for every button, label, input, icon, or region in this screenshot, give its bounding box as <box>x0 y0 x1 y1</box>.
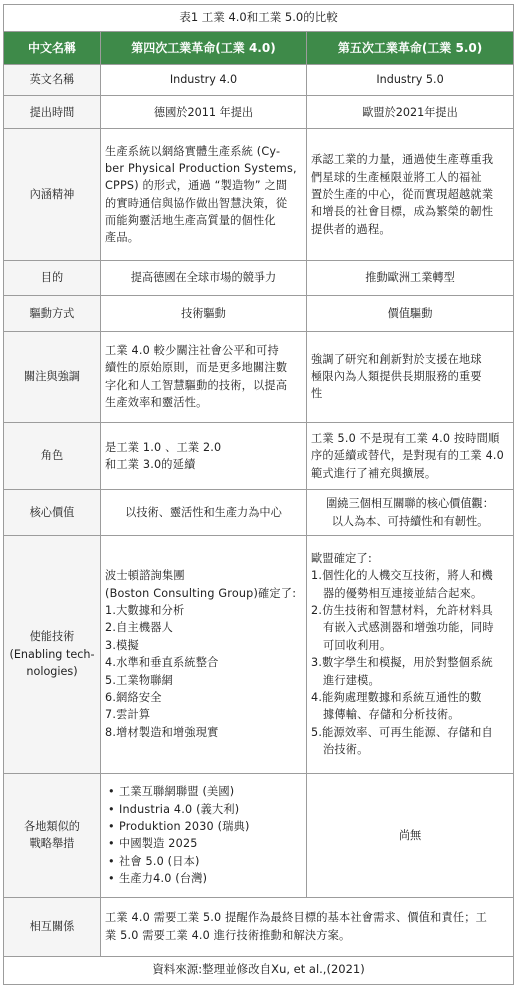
text-line: 續性的原始原則，而是更多地關注數 <box>105 361 288 375</box>
cell-i5-purpose: 推動歐洲工業轉型 <box>307 260 514 295</box>
text-line: 提供者的過程。 <box>311 222 391 236</box>
table-row <box>4 96 514 129</box>
cell-i4-proposed: 德國於2011 年提出 <box>101 96 307 129</box>
text-line: 們星球的生產極限並將工人的福祉 <box>311 170 482 184</box>
table-row <box>4 296 514 331</box>
cell-i4-connotation <box>101 129 307 260</box>
list-item: 8.增材製造和增強現實 <box>105 725 219 739</box>
cell-relation <box>101 897 514 956</box>
list-item: 3.數字學生和模擬，用於對整個系統 <box>311 656 493 670</box>
comparison-table <box>3 4 514 985</box>
cell-i4-core-value: 以技術、靈活性和生產力為中心 <box>101 490 307 536</box>
cell-i5-connotation <box>307 129 514 260</box>
list-item: 1.個性化的人機交互技術，將人和機 <box>311 569 493 583</box>
text-line: 使能技術 <box>29 630 75 644</box>
header-chinese-name: 中文名稱 <box>4 32 101 64</box>
cell-i4-purpose: 提高德國在全球市場的競爭力 <box>101 260 307 295</box>
text-line: 是工業 1.0 、工業 2.0 <box>105 440 222 454</box>
cell-i4-english-name: Industry 4.0 <box>101 64 307 95</box>
list-item-continuation: 治技術。 <box>323 743 369 756</box>
text-line: 的實時通信與協作做出智慧決策，從 <box>105 196 288 210</box>
list-item: 1.大數據和分析 <box>105 604 185 618</box>
cell-i4-enabling <box>101 535 307 773</box>
text-line: 產品。 <box>105 231 140 245</box>
text-line: 範式進行了補充與擴展。 <box>311 466 437 480</box>
cell-i4-role <box>101 422 307 490</box>
row-label-enabling <box>4 535 101 773</box>
cell-i5-enabling <box>307 535 514 773</box>
list-item: 4.水準和垂直系統整合 <box>105 656 219 670</box>
text-line: 波士頓諮詢集團 <box>105 569 185 583</box>
list-item: • 生產力4.0 (台灣) <box>119 870 302 887</box>
text-line: 生產效率和靈活性。 <box>105 395 208 409</box>
row-label-core-value: 核心價值 <box>4 490 101 536</box>
list-item: • 社會 5.0 (日本) <box>119 853 302 870</box>
cell-i5-driving: 價值驅動 <box>307 296 514 331</box>
text-line: 工業 4.0 需要工業 5.0 提醒作為最終目標的基本社會需求、價值和責任；工 <box>105 911 488 925</box>
text-line: 和增長的社會目標，成為繁榮的韌性 <box>311 205 494 219</box>
text-line: 和工業 3.0的延續 <box>105 458 196 471</box>
header-industry-4: 第四次工業革命(工業 4.0) <box>101 32 307 64</box>
text-line: (Enabling tech- <box>9 647 95 661</box>
row-label-relation: 相互關係 <box>4 897 101 956</box>
text-line: 性 <box>311 387 323 401</box>
text-line: 以人為本、可持續性和有韌性。 <box>331 514 489 528</box>
text-line: 工業 4.0 較少關注社會公平和可持 <box>105 343 279 357</box>
table-row <box>4 773 514 897</box>
table-row <box>4 535 514 773</box>
text-line: 承認工業的力量，通過使生產尊重我 <box>311 153 494 167</box>
cell-i5-role <box>307 422 514 490</box>
text-line: 極限內為人類提供長期服務的重要 <box>311 369 482 383</box>
cell-i5-english-name: Industry 5.0 <box>307 64 514 95</box>
list-item: 2.仿生技術和智慧材料，允許材料具 <box>311 604 493 618</box>
text-line: ber Physical Production Systems, <box>105 161 297 175</box>
header-industry-5: 第五次工業革命(工業 5.0) <box>307 32 514 64</box>
text-line: 序的延續或替代，是對現有的工業 4.0 <box>311 449 504 463</box>
list-item: 4.能夠處理數據和系統互通性的數 <box>311 690 482 704</box>
table-row <box>4 490 514 536</box>
list-item: • Industria 4.0 (義大利) <box>119 801 302 818</box>
list-item: • Produktion 2030 (瑞典) <box>119 818 302 835</box>
cell-i4-focus <box>101 331 307 422</box>
cell-i5-proposed: 歐盟於2021年提出 <box>307 96 514 129</box>
table-row <box>4 897 514 956</box>
source-note: 資料來源:整理並修改自Xu, et al.,(2021) <box>4 956 514 984</box>
text-line: (Boston Consulting Group)確定了: <box>105 586 297 600</box>
list-item: 5.能源效率、可再生能源、存儲和自 <box>311 725 493 739</box>
text-line: 生產系統以網絡實體生產系統 (Cy- <box>105 144 281 158</box>
list-item: • 中國製造 2025 <box>119 835 302 852</box>
text-line: 而能夠靈活地生產高質量的個性化 <box>105 213 276 227</box>
cell-i4-driving: 技術驅動 <box>101 296 307 331</box>
row-label-focus: 關注與強調 <box>4 331 101 422</box>
text-line: 戰略舉措 <box>29 837 75 851</box>
list-item-continuation: 可回收利用。 <box>323 638 392 652</box>
table-row <box>4 129 514 260</box>
row-label-english-name: 英文名稱 <box>4 64 101 95</box>
list-item: 3.模擬 <box>105 638 139 652</box>
table-row <box>4 260 514 295</box>
cell-i5-core-value <box>307 490 514 536</box>
text-line: 圍繞三個相互關聯的核心價值觀： <box>326 497 494 511</box>
list-item-continuation: 進行建模。 <box>323 673 380 687</box>
text-line: 工業 5.0 不是現有工業 4.0 按時間順 <box>311 431 500 445</box>
row-label-connotation: 內涵精神 <box>4 129 101 260</box>
list-item-continuation: 據傳輸、存儲和分析技術。 <box>323 708 460 722</box>
cell-i5-strategies: 尚無 <box>307 773 514 897</box>
table-row <box>4 422 514 490</box>
row-label-role: 角色 <box>4 422 101 490</box>
cell-i5-focus <box>307 331 514 422</box>
list-item: • 工業互聯網聯盟 (美國) <box>119 783 302 800</box>
row-label-strategies <box>4 773 101 897</box>
table-row <box>4 331 514 422</box>
list-item: 2.自主機器人 <box>105 621 174 635</box>
strategy-list <box>105 783 302 887</box>
list-item: 7.雲計算 <box>105 708 151 722</box>
row-label-proposed: 提出時間 <box>4 96 101 129</box>
text-line: nologies) <box>26 664 78 678</box>
row-label-driving: 驅動方式 <box>4 296 101 331</box>
text-line: 置於生產的中心，從而實現超越就業 <box>311 187 494 201</box>
text-line: 歐盟確定了: <box>311 552 372 566</box>
text-line: 業 5.0 需要工業 4.0 進行技術推動和解決方案。 <box>105 928 351 942</box>
text-line: CPPS) 的形式，通過 “製造物” 之間 <box>105 179 288 193</box>
row-label-purpose: 目的 <box>4 260 101 295</box>
text-line: 字化和人工智慧驅動的技術，以提高 <box>105 378 288 392</box>
list-item: 5.工業物聯網 <box>105 673 174 687</box>
text-line: 強調了研究和創新對於支援在地球 <box>311 352 482 366</box>
table-caption: 表1 工業 4.0和工業 5.0的比較 <box>4 5 514 32</box>
cell-i4-strategies <box>101 773 307 897</box>
list-item-continuation: 器的優勢相互連接並結合起來。 <box>323 586 483 600</box>
list-item-continuation: 有嵌入式感測器和增強功能，同時 <box>323 621 494 635</box>
list-item: 6.網絡安全 <box>105 690 162 704</box>
table-row <box>4 64 514 95</box>
text-line: 各地類似的 <box>24 819 80 833</box>
